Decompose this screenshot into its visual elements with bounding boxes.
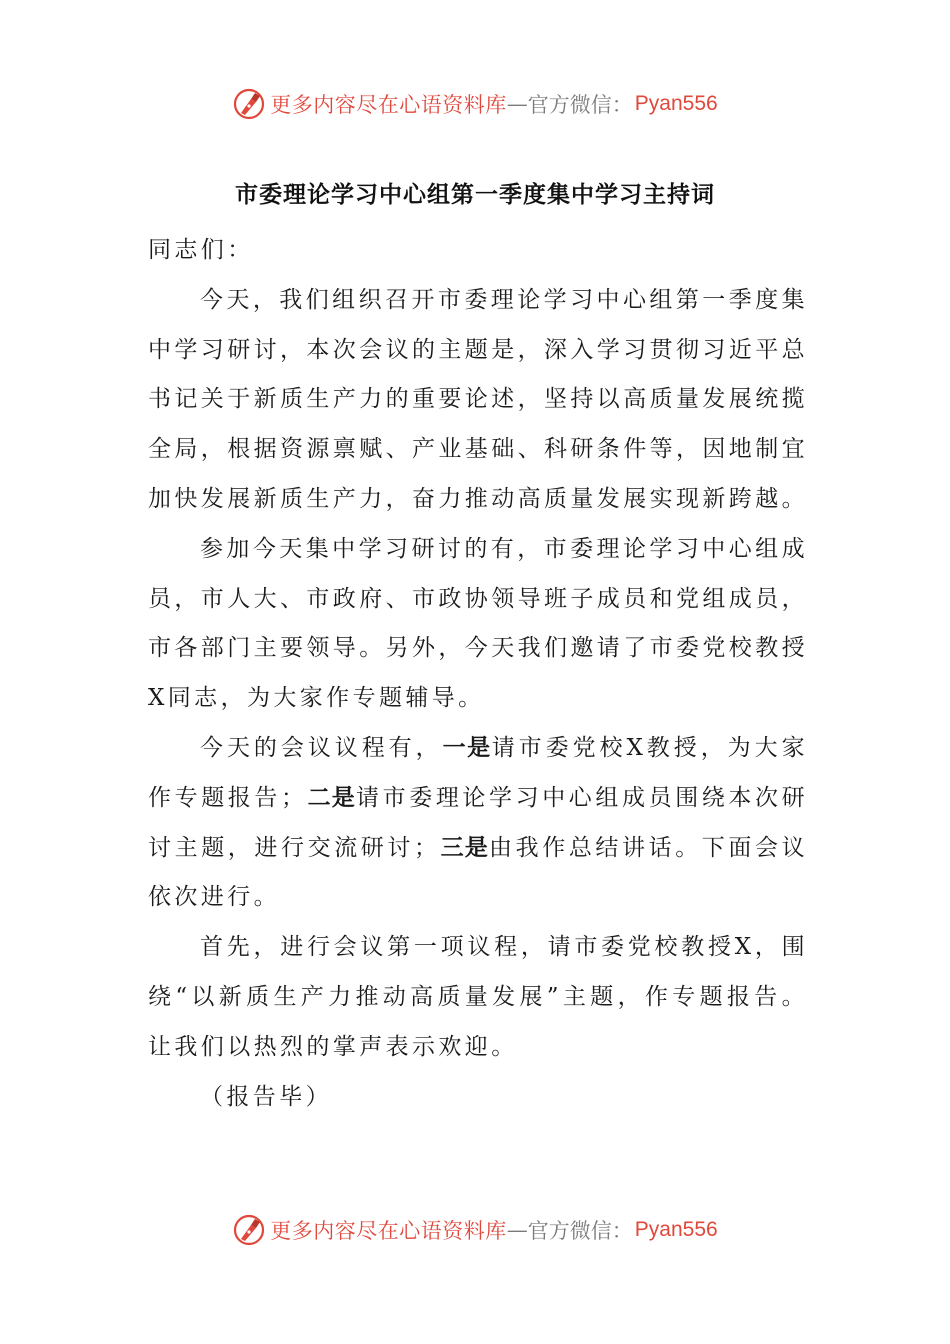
- banner-wechat-id: Pyan556: [634, 92, 718, 115]
- banner-wechat-label: 官方微信：: [527, 1219, 633, 1243]
- footer-banner: [0, 1210, 950, 1250]
- paragraph-3: [148, 724, 808, 923]
- agenda-item-1: 请市委党校X教授，为大家作专题报告；: [148, 734, 808, 811]
- paragraph-4: 首先，进行会议第一项议程，请市委党校教授X，围绕“以新质生产力推动高质量发展”主题，作专题报告。让我们以热烈的掌声表示欢迎。: [148, 934, 808, 1060]
- banner-wechat-label: 官方微信：: [527, 93, 633, 117]
- pen-nib-logo-icon: [232, 1213, 266, 1247]
- banner-dash: —: [506, 92, 528, 116]
- agenda-keyword-2: 二是: [307, 784, 357, 811]
- report-end-note: （报告毕）: [200, 1083, 332, 1110]
- banner-wechat-id: Pyan556: [634, 1218, 718, 1241]
- paragraph-2: 参加今天集中学习研讨的有，市委理论学习中心组成员，市人大、市政府、市政协领导班子成员和党组成员，市各部门主要领导。另外，今天我们邀请了市委党校教授X同志，为大家作专题辅导。: [148, 535, 808, 712]
- agenda-keyword-1: 一是: [442, 734, 492, 761]
- agenda-item-2: 请市委理论学习中心组成员围绕本次研讨主题，进行交流研讨；: [148, 784, 809, 861]
- agenda-item-3: 由我作总结讲话。下面会议依次进行。: [148, 834, 809, 911]
- banner-slogan: 更多内容尽在心语资料库: [270, 1219, 507, 1243]
- banner-slogan: 更多内容尽在心语资料库: [270, 93, 507, 117]
- document-body: [148, 226, 808, 1122]
- salutation: 同志们：: [148, 237, 254, 263]
- agenda-keyword-3: 三是: [440, 834, 490, 861]
- banner-dash: —: [506, 1218, 528, 1242]
- agenda-lead: 今天的会议议程有，: [200, 734, 443, 761]
- document-title: 市委理论学习中心组第一季度集中学习主持词: [235, 182, 715, 208]
- paragraph-1: 今天，我们组织召开市委理论学习中心组第一季度集中学习研讨，本次会议的主题是，深入学习贯彻习近平总书记关于新质生产力的重要论述，坚持以高质量发展统揽全局，根据资源禀赋、产业基础、科研条件等，因地制宜加快发展新质生产力，奋力推动高质量发展实现新跨越。: [148, 286, 808, 512]
- pen-nib-logo-icon: [232, 87, 266, 121]
- header-banner: [0, 84, 950, 124]
